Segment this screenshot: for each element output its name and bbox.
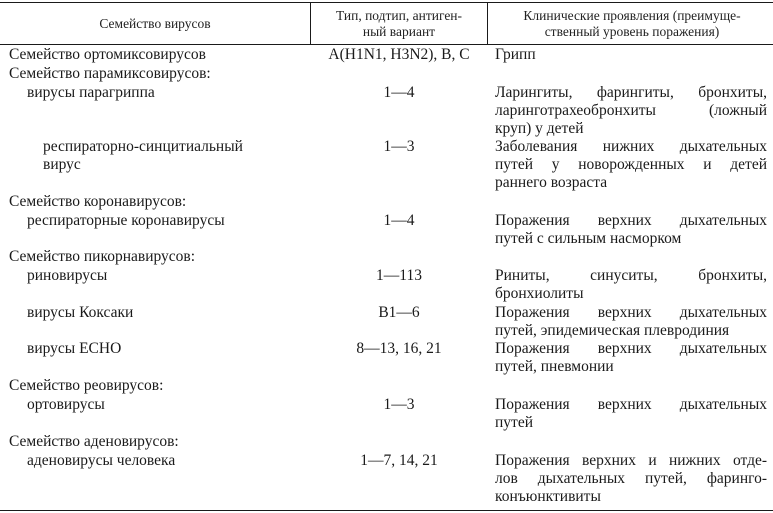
header-family-text: Семейство вирусов xyxy=(99,16,211,31)
type-cell: 1—3 xyxy=(383,138,415,155)
clinical-line: путей с сильным насморком xyxy=(495,230,682,247)
type-cell: 1—3 xyxy=(383,396,415,413)
header-divider-2 xyxy=(487,2,488,44)
header-type xyxy=(314,6,484,42)
header-clin-line1: Клинические проявления (преимуще- xyxy=(523,8,741,23)
type-cell: B1—6 xyxy=(378,304,420,321)
clinical-cell xyxy=(495,212,767,248)
clinical-line: Поражения верхних дыхательных xyxy=(495,396,767,413)
subfamily-line: вирус xyxy=(43,156,81,173)
subfamily-cell: вирусы Коксаки xyxy=(27,304,134,321)
clinical-line: раннего возраста xyxy=(495,174,608,191)
clinical-cell xyxy=(495,452,767,506)
header-type-line2: ный вариант xyxy=(362,24,436,39)
clinical-line: путей, эпидемическая плевродиния xyxy=(495,322,730,339)
clinical-line: Заболевания нижних дыхательных xyxy=(495,138,767,155)
family-cell: Семейство реовирусов: xyxy=(9,377,164,394)
family-cell: Семейство аденовирусов: xyxy=(9,433,179,450)
clinical-cell xyxy=(495,138,767,192)
type-cell: 1—113 xyxy=(376,267,422,284)
clinical-line: круп) у детей xyxy=(495,120,584,137)
clinical-line: Риниты, синуситы, бронхиты, xyxy=(495,267,767,284)
header-clin-line2: ственный уровень поражения) xyxy=(544,24,720,39)
subfamily-cell: ортовирусы xyxy=(27,396,105,413)
clinical-line: Ларингиты, фарингиты, бронхиты, xyxy=(495,84,767,101)
family-cell: Семейство ортомиксовирусов xyxy=(9,46,206,63)
clinical-cell xyxy=(495,267,767,303)
clinical-line: Поражения верхних дыхательных xyxy=(495,212,767,229)
family-cell: Семейство коронавирусов: xyxy=(9,193,187,210)
clinical-line: бронхиолиты xyxy=(495,285,584,302)
type-cell: A(H1N1, H3N2), B, C xyxy=(328,46,470,63)
header-clinical xyxy=(492,6,772,42)
clinical-line: конъюнктивиты xyxy=(495,488,601,505)
clinical-cell xyxy=(495,46,767,64)
clinical-cell xyxy=(495,396,767,432)
clinical-cell xyxy=(495,340,767,376)
subfamily-cell: респираторные коронавирусы xyxy=(27,212,225,229)
table-bottom-rule xyxy=(0,510,773,511)
clinical-line: лов дыхательных путей, фаринго- xyxy=(495,470,767,487)
type-cell: 8—13, 16, 21 xyxy=(356,340,442,357)
clinical-line: ларинготрахеобронхиты (ложный xyxy=(495,102,767,119)
clinical-line: Поражения верхних дыхательных xyxy=(495,340,767,357)
subfamily-cell: риновирусы xyxy=(27,267,108,284)
type-cell: 1—4 xyxy=(383,212,415,229)
table-top-rule xyxy=(0,2,773,3)
clinical-line: Поражения верхних и нижних отде- xyxy=(495,452,767,469)
subfamily-cell xyxy=(43,138,243,174)
clinical-line: Поражения верхних дыхательных xyxy=(495,304,767,321)
clinical-line: путей xyxy=(495,414,533,431)
family-cell: Семейство пикорнавирусов: xyxy=(9,248,196,265)
clinical-line: Грипп xyxy=(495,46,536,63)
header-bottom-rule xyxy=(0,44,773,45)
clinical-line: путей, пневмонии xyxy=(495,358,614,375)
header-family xyxy=(0,6,310,42)
subfamily-cell: аденовирусы человека xyxy=(27,452,176,469)
family-cell: Семейство парамиксовирусов: xyxy=(9,65,211,82)
header-divider-1 xyxy=(310,2,311,44)
header-type-line1: Тип, подтип, антиген- xyxy=(335,8,463,23)
type-cell: 1—7, 14, 21 xyxy=(360,452,438,469)
clinical-line: путей у новорожденных и детей xyxy=(495,156,767,173)
subfamily-cell: вирусы ECHO xyxy=(27,340,122,357)
clinical-cell xyxy=(495,84,767,138)
subfamily-cell: вирусы парагриппа xyxy=(27,84,155,101)
clinical-cell xyxy=(495,304,767,340)
subfamily-line: респираторно-синцитиальный xyxy=(43,138,243,155)
type-cell: 1—4 xyxy=(383,84,415,101)
